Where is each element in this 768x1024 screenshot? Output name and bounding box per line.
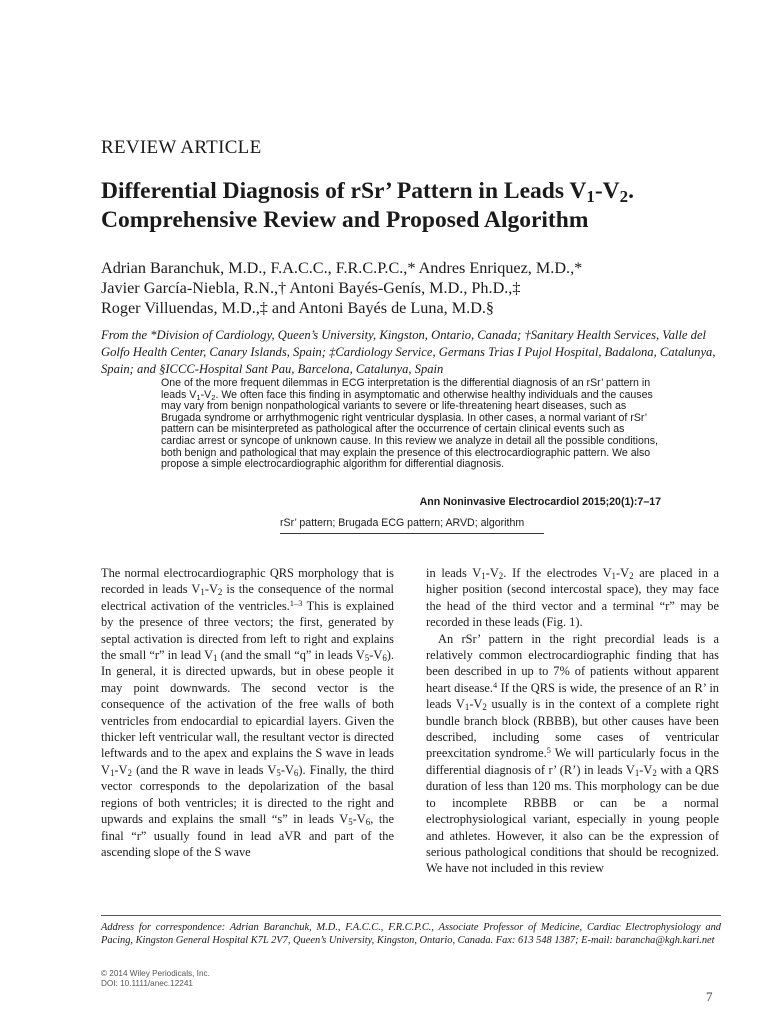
citation-superscript: 4 <box>493 680 498 691</box>
author-line: Roger Villuendas, M.D.,‡ and Antoni Bayés de Luna, M.D.§ <box>101 299 495 317</box>
citation-superscript: 1–3 <box>289 598 303 609</box>
keywords-divider <box>280 533 544 534</box>
title-text: Differential Diagnosis of rSr’ Pattern in Leads V <box>101 178 587 204</box>
author-line: Javier García-Niebla, R.N.,† Antoni Bayés-Genís, M.D., Ph.D.,‡ <box>101 279 521 297</box>
subscript: 2 <box>619 187 629 207</box>
article-title <box>101 177 721 235</box>
title-text: -V <box>594 178 620 204</box>
affiliations: From the *Division of Cardiology, Queen’s University, Kingston, Ontario, Canada; †Sanitary Health Services, Valle del Golfo Health Center, Canary Islands, Spain; ‡Cardiology Service, Germans Trias I Pujol Hospital, Badalona, Catalunya, Spain; and §ICCC-Hospital Sant Pau, Barcelona, Catalunya, Spain <box>101 328 716 376</box>
body-paragraph: The normal electrocardiographic QRS morphology that is recorded in leads $V_1-V_2$ is the consequence of the normal electrical activation of the ventricles.$^{1-3}$ This is explained by the presence of three vectors; the first, generated by septal activation is directed from left to right and explains the small “r” in lead $V_1$ (and the small “q” in leads $V_5-V_6$). In general, it is directed upwards, but in obese people it may point downwards. The second vector is the consequence of the activation of the free walls of both ventricles from endocardial to epicardial layers. Given the thicker left ventricular wall, the resultant vector is directed leftwards and to the apex and explains the S wave in leads $V_1-V_2$ (and the R wave in leads $V_5-V_6$). Finally, the third vector corresponds to the depolarization of the basal regions of both ventricles; it is directed to the right and upwards and explains the small “s” in leads $V_5-V_6$, the final “r” usually found in lead aVR and part of the ascending slope of the S wave <box>101 566 394 859</box>
author-list <box>101 258 721 318</box>
abstract-text: -V <box>200 388 212 401</box>
citation-superscript: 5 <box>546 745 551 756</box>
footnote-divider <box>101 915 721 916</box>
body-paragraph: An rSr’ pattern in the right precordial leads is a relatively common electrocardiographic finding that has been described in up to 7% of patients without apparent heart disease.$^4$ If the QRS is wide, the presence of an R’ in leads $V_1-V_2$ usually is in the context of a complete right bundle branch block (RBBB), but other causes have been described, including some cases of ventricular preexcitation syndrome.$^5$ We will particularly focus in the differential diagnosis of r’ (R’) in leads $V_1-V_2$ with a QRS duration of less than 120 ms. This morphology can be due to incomplete RBBB or can be a normal electrophysiological variant, especially in young people and athletes. However, it also can be the expression of serious pathological conditions that should be recognized. We have not included in this review <box>426 631 719 876</box>
journal-citation: Ann Noninvasive Electrocardiol 2015;20(1):7–17 <box>419 496 661 508</box>
body-column-right <box>426 565 719 877</box>
abstract-text: One of the more frequent dilemmas in ECG interpretation is the differential diagnosis of an rSr’ pattern in leads V <box>161 377 651 401</box>
abstract <box>161 378 661 471</box>
subscript: 1 <box>196 392 201 402</box>
body-column-left <box>101 565 394 860</box>
body-paragraph: in leads $V_1-V_2$. If the electrodes $V_1-V_2$ are placed in a higher position (second intercostal space), they may face the head of the third vector and a terminal “r” may be recorded in these leads (Fig. 1). <box>426 566 719 630</box>
author-line: Adrian Baranchuk, M.D., F.A.C.C., F.R.C.P.C.,* Andres Enriquez, M.D.,* <box>101 259 583 277</box>
subscript: 1 <box>586 187 595 207</box>
copyright-notice <box>101 969 210 989</box>
title-text: . <box>628 178 634 204</box>
subscript: 2 <box>211 392 216 402</box>
doi-line: DOI: 10.1111/anec.12241 <box>101 979 193 988</box>
title-line-1 <box>101 178 634 207</box>
section-label: REVIEW ARTICLE <box>101 137 262 158</box>
page-number: 7 <box>706 989 713 1004</box>
keywords: rSr’ pattern; Brugada ECG pattern; ARVD; algorithm <box>280 517 525 529</box>
title-line-2: Comprehensive Review and Proposed Algorithm <box>101 207 589 233</box>
correspondence-footnote: Address for correspondence: Adrian Baranchuk, M.D., F.A.C.C., F.R.C.P.C., Associate Professor of Medicine, Cardiac Electrophysiology and Pacing, Kingston General Hospital K7L 2V7, Queen’s University, Kingston, Ontario, Canada. Fax: 613 548 1387; E-mail: barancha@kgh.kari.net <box>101 922 721 946</box>
abstract-text: . We often face this finding in asymptomatic and otherwise healthy individuals and the causes may vary from benign nonpathological variants to severe or life-threatening heart diseases, such as Brugada syndrome or arrhythmogenic right ventricular dysplasia. In other cases, a normal variant of rSr’ pattern can be misinterpreted as pathological after the occurrence of certain clinical events such as cardiac arrest or syncope of unknown cause. In this review we analyze in detail all the possible conditions, both benign and pathological that may explain the presence of this electrocardiographic pattern. We also propose a simple electrocardiographic algorithm for differential diagnosis. <box>161 388 658 471</box>
copyright-line: © 2014 Wiley Periodicals, Inc. <box>101 969 210 978</box>
